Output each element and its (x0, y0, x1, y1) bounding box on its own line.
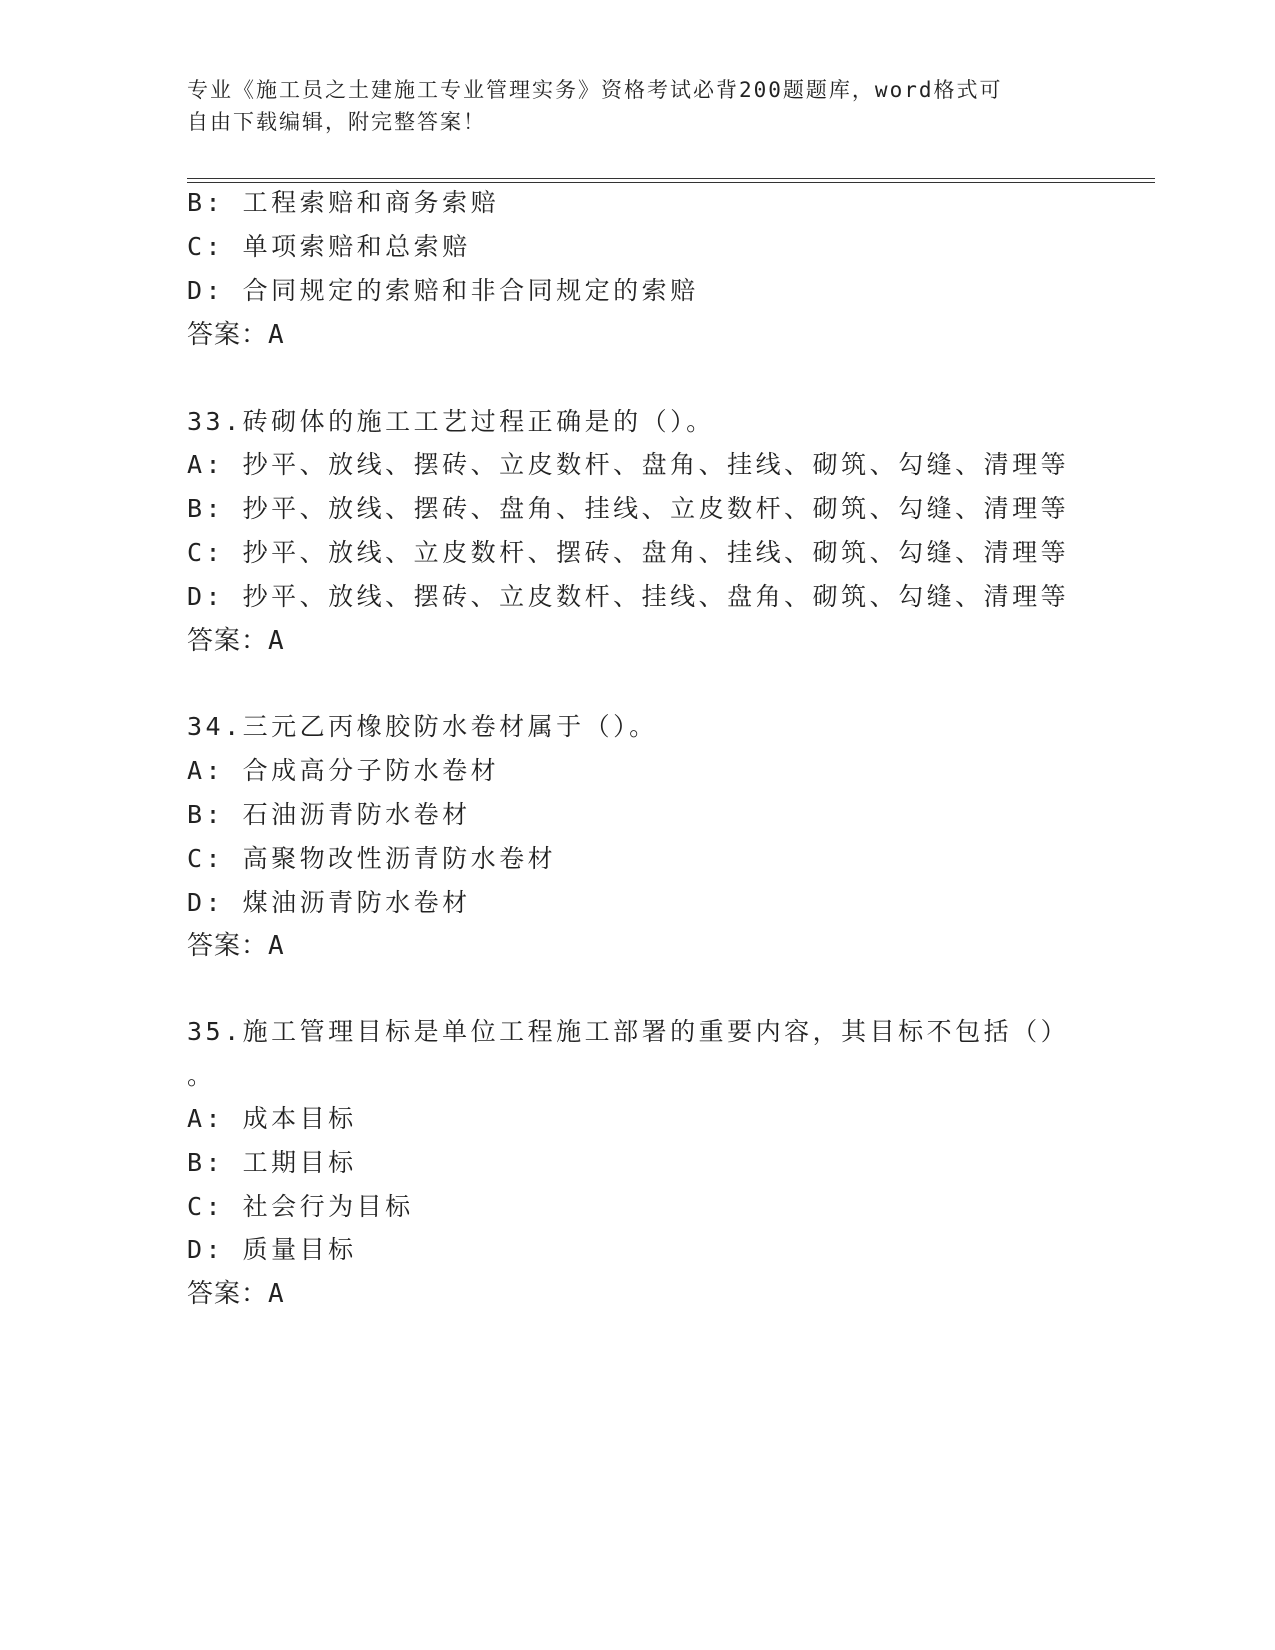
q34-option-d: D: 煤油沥青防水卷材 (187, 888, 471, 917)
q35-option-d: D: 质量目标 (187, 1235, 357, 1264)
q33-answer: 答案：A (187, 626, 285, 656)
q33-question: 33.砖砌体的施工工艺过程正确是的（）。 (187, 407, 715, 436)
q35-answer: 答案：A (187, 1279, 285, 1309)
document-header (187, 74, 1067, 138)
q32-answer: 答案：A (187, 320, 285, 350)
header-line-1: 专业《施工员之土建施工专业管理实务》资格考试必背200题题库，word格式可 (187, 78, 1003, 102)
q35-question-continuation: 。 (187, 1061, 216, 1090)
q35-option-b: B: 工期目标 (187, 1148, 357, 1177)
q34-option-a: A: 合成高分子防水卷材 (187, 756, 500, 785)
q34-option-c: C: 高聚物改性沥青防水卷材 (187, 844, 557, 873)
q33-option-a: A: 抄平、放线、摆砖、立皮数杆、盘角、挂线、砌筑、勾缝、清理等 (187, 450, 1070, 479)
q33-option-b: B: 抄平、放线、摆砖、盘角、挂线、立皮数杆、砌筑、勾缝、清理等 (187, 494, 1070, 523)
q34-option-b: B: 石油沥青防水卷材 (187, 800, 471, 829)
q35-question: 35.施工管理目标是单位工程施工部署的重要内容，其目标不包括（） (187, 1017, 1070, 1046)
q34-answer: 答案：A (187, 931, 285, 961)
q34-question: 34.三元乙丙橡胶防水卷材属于（）。 (187, 712, 658, 741)
q33-option-d: D: 抄平、放线、摆砖、立皮数杆、挂线、盘角、砌筑、勾缝、清理等 (187, 582, 1070, 611)
header-line-2: 自由下载编辑，附完整答案！ (187, 110, 486, 134)
q32-option-d: D: 合同规定的索赔和非合同规定的索赔 (187, 276, 699, 305)
q35-option-c: C: 社会行为目标 (187, 1192, 414, 1221)
q32-option-b: B: 工程索赔和商务索赔 (187, 188, 500, 217)
header-divider (187, 178, 1155, 183)
q35-option-a: A: 成本目标 (187, 1104, 357, 1133)
q32-option-c: C: 单项索赔和总索赔 (187, 232, 471, 261)
q33-option-c: C: 抄平、放线、立皮数杆、摆砖、盘角、挂线、砌筑、勾缝、清理等 (187, 538, 1070, 567)
